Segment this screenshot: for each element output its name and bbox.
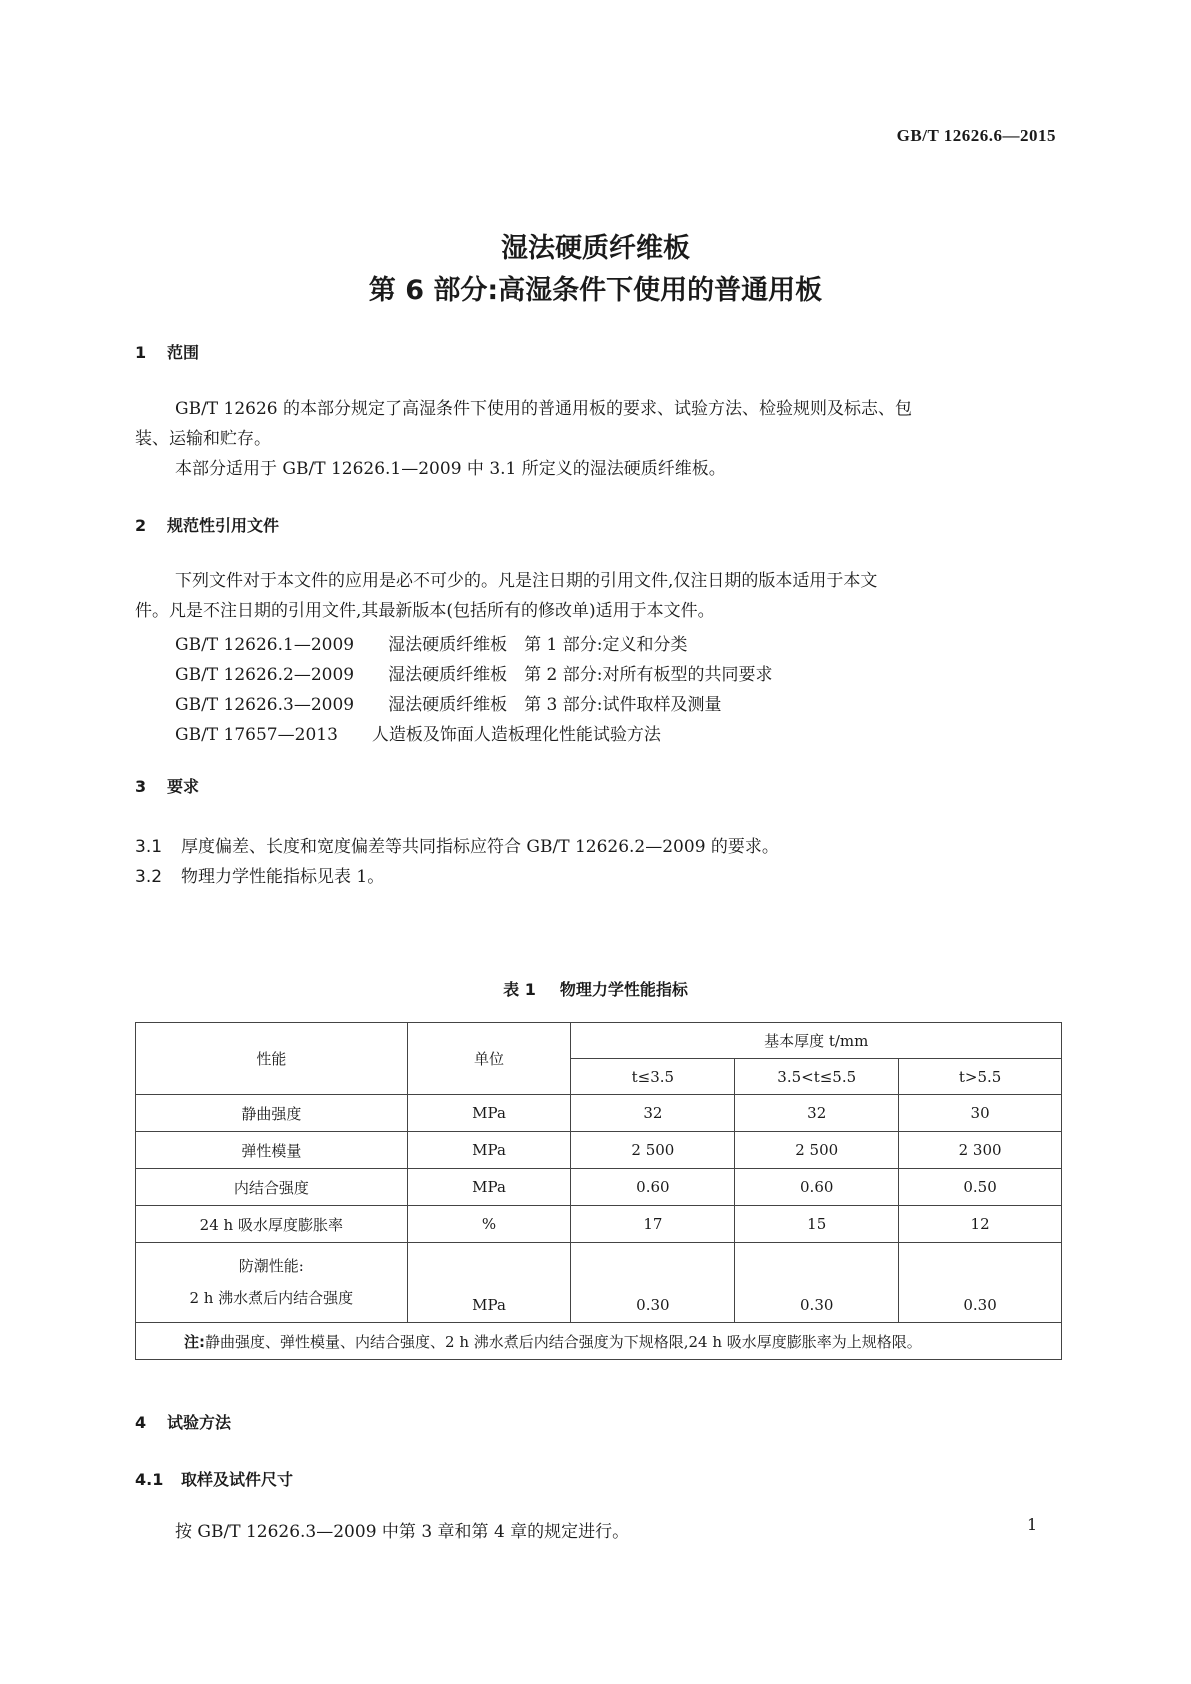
cell-property: 24 h 吸水厚度膨胀率 xyxy=(136,1206,408,1243)
clause-text: 厚度偏差、长度和宽度偏差等共同指标应符合 GB/T 12626.2—2009 的要求。 xyxy=(181,837,779,857)
section-heading-normative-references xyxy=(135,513,279,536)
reference-code: GB/T 12626.3—2009 xyxy=(175,695,355,715)
cell-property: 静曲强度 xyxy=(136,1095,408,1132)
section-title: 范围 xyxy=(167,343,200,362)
section-title: 要求 xyxy=(167,777,200,796)
table-row xyxy=(136,1206,1062,1243)
table-row xyxy=(136,1169,1062,1206)
cell-unit: MPa xyxy=(407,1243,571,1323)
table-number: 表 1 xyxy=(503,980,536,999)
reference-title: 湿法硬质纤维板 第 1 部分:定义和分类 xyxy=(388,635,688,655)
physical-properties-table xyxy=(135,1022,1062,1360)
section-title: 规范性引用文件 xyxy=(167,516,280,535)
note-label: 注: xyxy=(184,1332,205,1351)
cell-value: 12 xyxy=(899,1206,1062,1243)
reference-item xyxy=(175,690,721,715)
cell-value: 0.60 xyxy=(735,1169,899,1206)
subsection-title: 取样及试件尺寸 xyxy=(181,1470,294,1489)
cell-unit: MPa xyxy=(407,1132,571,1169)
table-note-row xyxy=(136,1323,1062,1360)
document-title-line2: 第 6 部分:高湿条件下使用的普通用板 xyxy=(368,275,823,306)
clause-text: 物理力学性能指标见表 1。 xyxy=(181,867,385,887)
clause-number: 3.2 xyxy=(135,867,163,887)
reference-code: GB/T 12626.2—2009 xyxy=(175,665,355,685)
paragraph-line: 按 GB/T 12626.3—2009 中第 3 章和第 4 章的规定进行。 xyxy=(175,1522,630,1542)
page-number: 1 xyxy=(1027,1515,1038,1534)
cell-unit: MPa xyxy=(407,1095,571,1132)
paragraph-line: 本部分适用于 GB/T 12626.1—2009 中 3.1 所定义的湿法硬质纤维板。 xyxy=(175,459,726,479)
clause-3-2 xyxy=(135,862,384,887)
table-row xyxy=(136,1132,1062,1169)
header-thickness-range-1: t≤3.5 xyxy=(571,1059,735,1095)
header-thickness-range-2: 3.5<t≤5.5 xyxy=(735,1059,899,1095)
scope-paragraph-1 xyxy=(135,394,1057,454)
cell-value: 0.30 xyxy=(735,1243,899,1323)
reference-item xyxy=(175,720,661,745)
header-thickness: 基本厚度 t/mm xyxy=(571,1023,1062,1059)
section-number: 4 xyxy=(135,1413,147,1432)
references-intro-paragraph xyxy=(135,566,1057,626)
reference-item xyxy=(175,630,687,655)
note-text: 静曲强度、弹性模量、内结合强度、2 h 沸水煮后内结合强度为下规格限,24 h 吸水厚度膨胀率为上规格限。 xyxy=(205,1332,922,1351)
cell-value: 0.30 xyxy=(571,1243,735,1323)
section-heading-scope xyxy=(135,340,199,363)
moisture-label: 防潮性能: xyxy=(238,1257,304,1275)
cell-property: 弹性模量 xyxy=(136,1132,408,1169)
cell-value: 17 xyxy=(571,1206,735,1243)
header-property: 性能 xyxy=(136,1023,408,1095)
cell-value: 30 xyxy=(899,1095,1062,1132)
table-row-moisture xyxy=(136,1243,1062,1323)
cell-value: 32 xyxy=(571,1095,735,1132)
clause-3-1 xyxy=(135,832,779,857)
document-title-line1: 湿法硬质纤维板 xyxy=(501,233,690,264)
clause-number: 3.1 xyxy=(135,837,163,857)
moisture-sublabel: 2 h 沸水煮后内结合强度 xyxy=(189,1289,354,1307)
header-thickness-range-3: t>5.5 xyxy=(899,1059,1062,1095)
cell-property xyxy=(136,1243,408,1323)
cell-value: 0.50 xyxy=(899,1169,1062,1206)
table-header-row xyxy=(136,1023,1062,1059)
cell-value: 0.30 xyxy=(899,1243,1062,1323)
section-number: 1 xyxy=(135,343,147,362)
cell-value: 2 300 xyxy=(899,1132,1062,1169)
paragraph-line: 装、运输和贮存。 xyxy=(135,429,271,449)
table-title: 物理力学性能指标 xyxy=(559,980,688,999)
reference-title: 湿法硬质纤维板 第 2 部分:对所有板型的共同要求 xyxy=(388,665,773,685)
scope-paragraph-2 xyxy=(135,454,1057,484)
table-row xyxy=(136,1095,1062,1132)
paragraph-line: GB/T 12626 的本部分规定了高湿条件下使用的普通用板的要求、试验方法、检验规则及标志、包 xyxy=(175,399,913,419)
reference-code: GB/T 12626.1—2009 xyxy=(175,635,355,655)
cell-value: 2 500 xyxy=(571,1132,735,1169)
cell-value: 2 500 xyxy=(735,1132,899,1169)
section-heading-requirements xyxy=(135,774,199,797)
subsection-heading-sampling xyxy=(135,1467,293,1490)
reference-item xyxy=(175,660,772,685)
cell-value: 32 xyxy=(735,1095,899,1132)
section-number: 3 xyxy=(135,777,147,796)
paragraph-line: 件。凡是不注日期的引用文件,其最新版本(包括所有的修改单)适用于本文件。 xyxy=(135,601,715,621)
section-heading-test-methods xyxy=(135,1410,231,1433)
section-title: 试验方法 xyxy=(167,1413,232,1432)
sampling-paragraph xyxy=(135,1517,1057,1547)
table-caption xyxy=(0,977,1191,1000)
cell-unit: MPa xyxy=(407,1169,571,1206)
section-number: 2 xyxy=(135,516,147,535)
standard-code: GB/T 12626.6—2015 xyxy=(896,126,1056,145)
reference-code: GB/T 17657—2013 xyxy=(175,725,338,745)
reference-title: 湿法硬质纤维板 第 3 部分:试件取样及测量 xyxy=(388,695,722,715)
subsection-number: 4.1 xyxy=(135,1470,164,1489)
header-unit: 单位 xyxy=(407,1023,571,1095)
cell-value: 15 xyxy=(735,1206,899,1243)
paragraph-line: 下列文件对于本文件的应用是必不可少的。凡是注日期的引用文件,仅注日期的版本适用于本文 xyxy=(175,571,878,591)
cell-property: 内结合强度 xyxy=(136,1169,408,1206)
cell-unit: % xyxy=(407,1206,571,1243)
table-note xyxy=(136,1323,1062,1360)
reference-title: 人造板及饰面人造板理化性能试验方法 xyxy=(371,725,661,745)
cell-value: 0.60 xyxy=(571,1169,735,1206)
